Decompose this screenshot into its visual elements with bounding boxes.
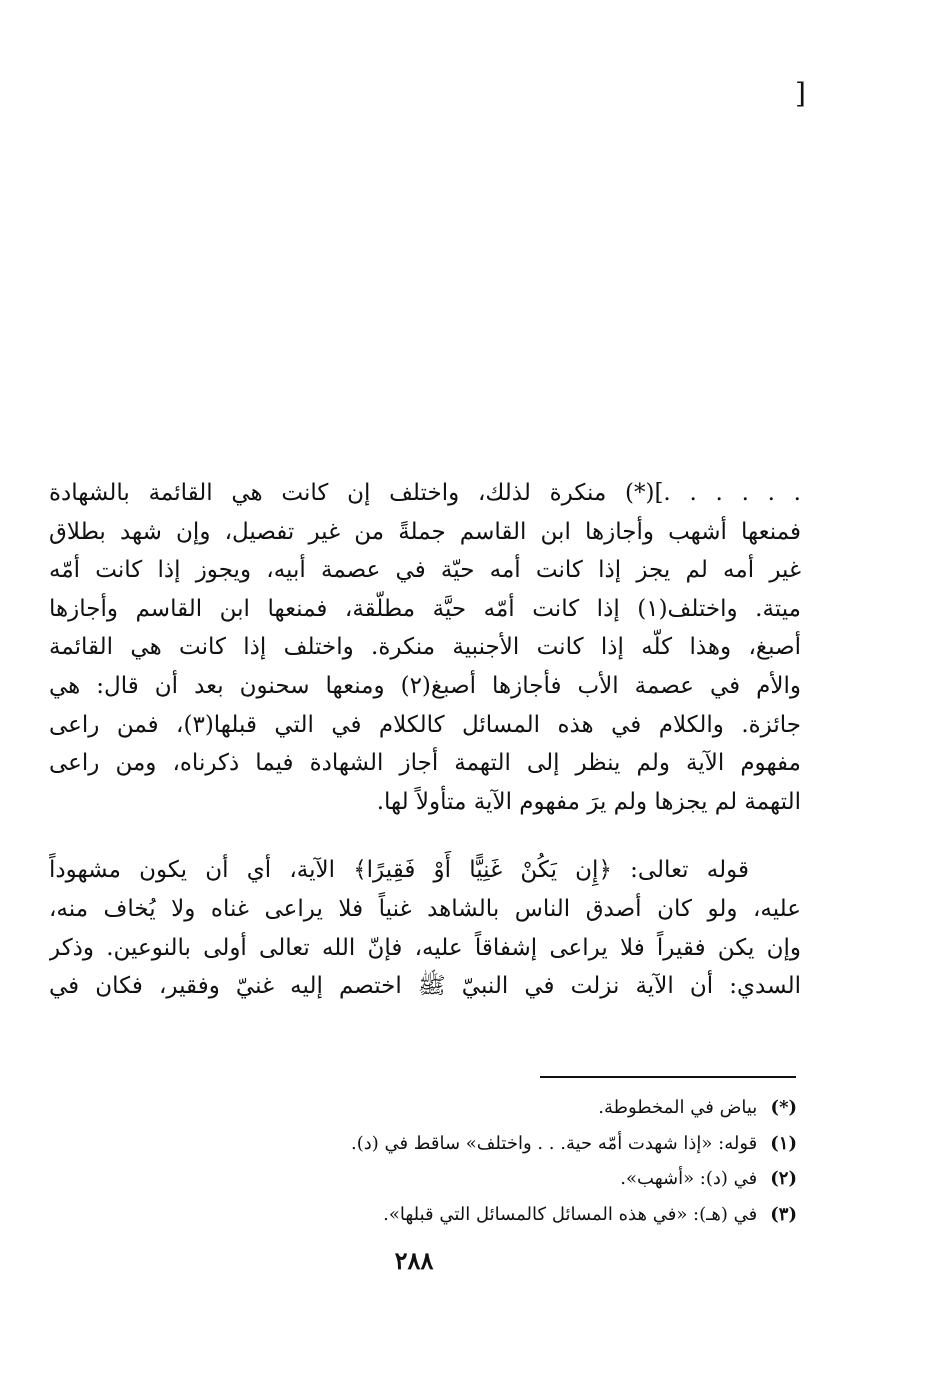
paragraph-2 bbox=[49, 851, 801, 1005]
footnote-item bbox=[177, 1197, 797, 1233]
footnotes bbox=[177, 1090, 797, 1232]
paragraph-1 bbox=[49, 474, 801, 821]
footnote-text: قوله: «إذا شهدت أمّه حية. . . واختلف» ساقط في (د). bbox=[350, 1132, 758, 1154]
text-line: وإن يكن فقيراً فلا يراعى إشفاقاً عليه، فإنّ الله تعالى أولى بالنوعين. وذكر bbox=[49, 934, 801, 961]
footnote-marker: (١) bbox=[770, 1132, 797, 1154]
text-line: ميتة. واختلف(١) إذا كانت أمّه حيَّة مطلّقة، فمنعها ابن القاسم وأجازها bbox=[49, 595, 801, 622]
top-bracket-mark: ] bbox=[795, 77, 806, 110]
text-line: السدي: أن الآية نزلت في النبيّ ﷺ اختصم إليه غنيّ وفقير، فكان في bbox=[49, 973, 801, 1000]
footnote-marker: (*) bbox=[770, 1097, 797, 1118]
text-line: عليه، ولو كان أصدق الناس بالشاهد غنياً فلا يراعى غناه ولا يُخاف منه، bbox=[49, 895, 801, 922]
text-line: والأم في عصمة الأب فأجازها أصبغ(٢) ومنعها سحنون بعد أن قال: هي bbox=[49, 672, 801, 699]
footnote-item bbox=[177, 1090, 797, 1126]
text-line: غير أمه لم يجز إذا كانت أمه حيّة في عصمة أبيه، ويجوز إذا كانت أمّه bbox=[49, 557, 801, 584]
text-line: التهمة لم يجزها ولم يرَ مفهوم الآية متأولاً لها. bbox=[376, 788, 801, 815]
footnote-item bbox=[177, 1126, 797, 1162]
text-line: أصبغ، وهذا كلّه إذا كانت الأجنبية منكرة. واختلف إذا كانت هي القائمة bbox=[49, 634, 801, 661]
page-number: ٢٨٨ bbox=[394, 1246, 434, 1275]
footnote-divider bbox=[540, 1076, 796, 1078]
text-line: قوله تعالى: ﴿إِن يَكُنْ غَنِيًّا أَوْ فَقِيرًا﴾ الآية، أي أن يكون مشهوداً bbox=[49, 857, 749, 884]
main-text bbox=[49, 474, 801, 1006]
text-line: مفهوم الآية ولم ينظر إلى التهمة أجاز الشهادة فيما ذكرناه، ومن راعى bbox=[49, 750, 801, 777]
footnote-text: في (د): «أشهب». bbox=[620, 1168, 758, 1189]
footnote-text: بياض في المخطوطة. bbox=[598, 1097, 758, 1118]
footnote-marker: (٢) bbox=[770, 1168, 797, 1189]
text-line: جائزة. والكلام في هذه المسائل كالكلام في التي قبلها(٣)، فمن راعى bbox=[49, 711, 801, 738]
footnote-item bbox=[177, 1161, 797, 1197]
text-line: فمنعها أشهب وأجازها ابن القاسم جملةً من غير تفصيل، وإن شهد بطلاق bbox=[49, 518, 801, 545]
footnote-text: في (هـ): «في هذه المسائل كالمسائل التي قبلها». bbox=[383, 1203, 758, 1225]
text-line: . . . . . .](*) منكرة لذلك، واختلف إن كانت هي القائمة بالشهادة bbox=[49, 480, 801, 506]
footnote-marker: (٣) bbox=[770, 1203, 797, 1225]
